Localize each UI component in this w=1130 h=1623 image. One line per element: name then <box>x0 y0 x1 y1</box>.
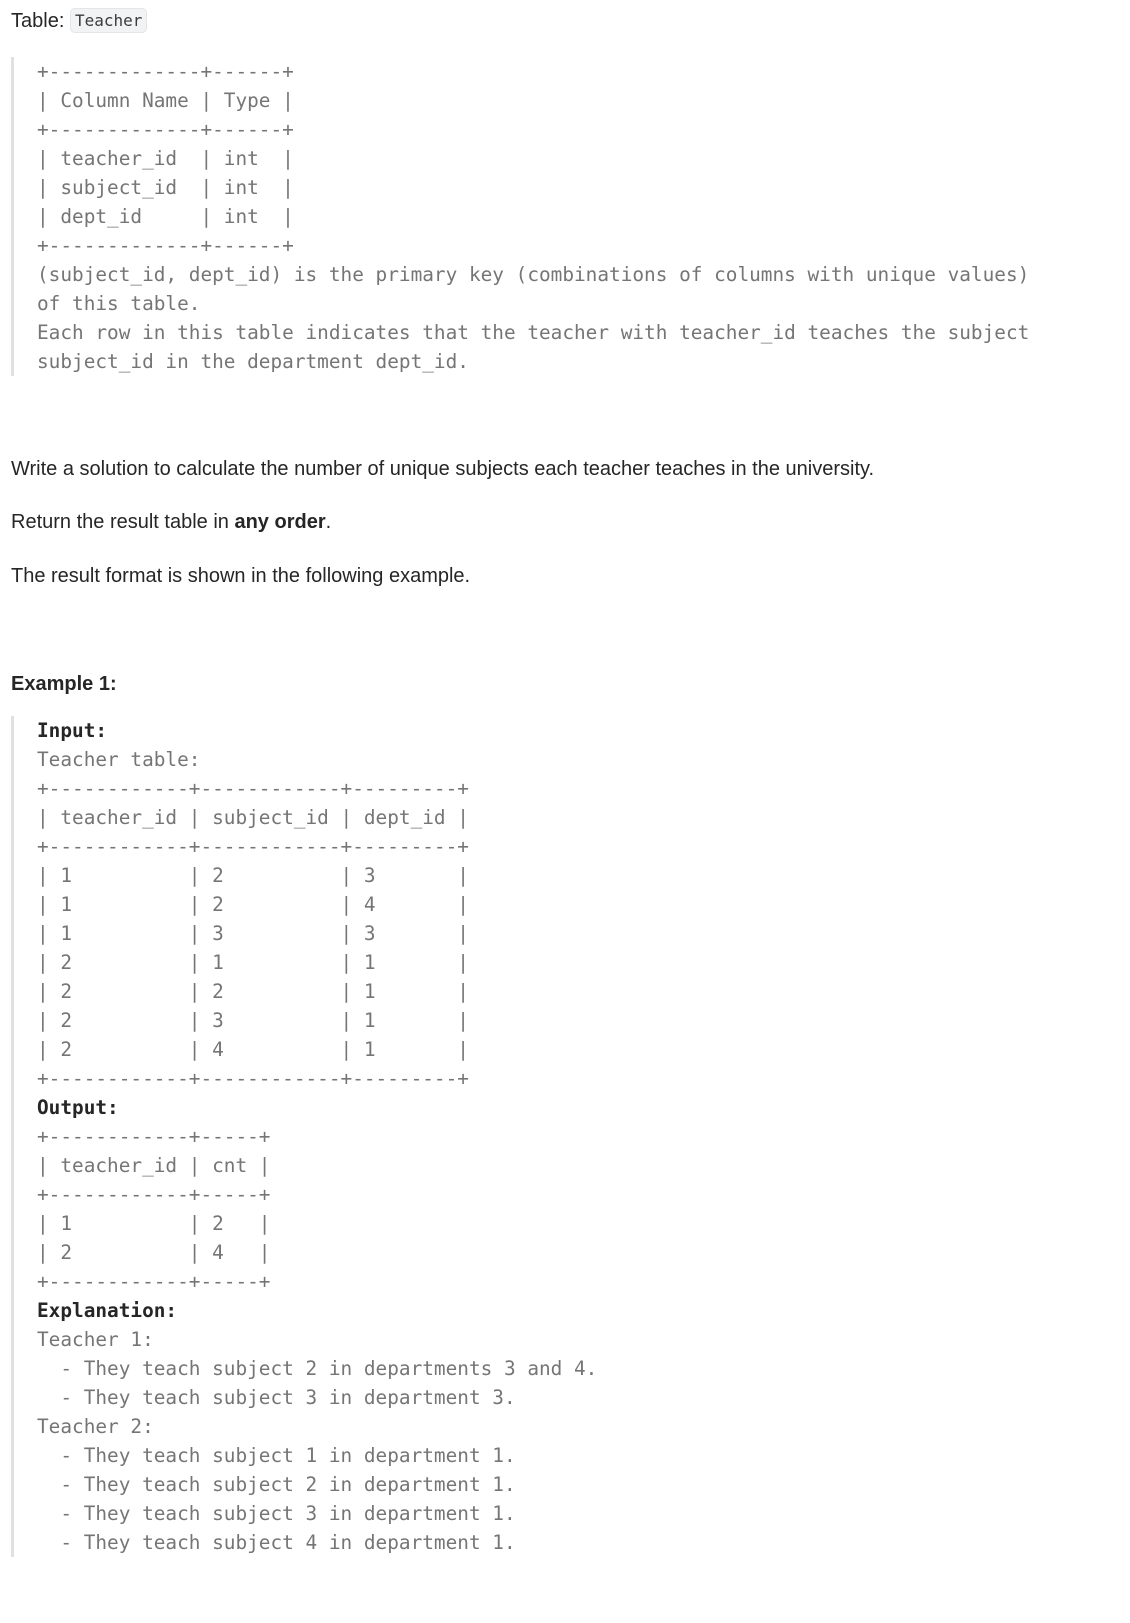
output-label: Output: <box>37 1096 119 1119</box>
explanation-label: Explanation: <box>37 1299 178 1322</box>
output-table: +------------+-----+ | teacher_id | cnt | +------------+-----+ | 1 | 2 | | 2 | 4 | +------------+-----+ <box>37 1125 271 1293</box>
explanation-text: Teacher 1: - They teach subject 2 in departments 3 and 4. - They teach subject 3 in department 3. Teacher 2: - They teach subject 1 in department 1. - They teach subject 2 in department 1. - They teach subject 3 in department 1. - They teach subject 4 in department 1. <box>37 1328 598 1554</box>
order-bold: any order <box>234 511 326 533</box>
schema-lines: +-------------+------+ | Column Name | Type | +-------------+------+ | teacher_id | int | | subject_id | int | | dept_id | int | +-------------+------+ (subject_id, dept_id) is the primary key (combinations of columns with unique values) of this table. Each row in this table indicates that the teacher with teacher_id teaches the subject subject_id in the department dept_id. <box>37 60 1030 373</box>
table-name-code: Teacher <box>70 8 147 33</box>
example-heading: Example 1: <box>11 673 117 695</box>
input-label: Input: <box>37 719 108 742</box>
table-label <box>11 9 147 33</box>
table-label-text: Table: <box>11 10 65 32</box>
order-note <box>11 509 331 535</box>
format-note: The result format is shown in the following example. <box>11 565 471 587</box>
task-description: Write a solution to calculate the number of unique subjects each teacher teaches in the university. <box>11 458 875 480</box>
order-suffix: . <box>325 511 332 533</box>
input-table: Teacher table: +------------+------------+---------+ | teacher_id | subject_id | dept_id | +------------+------------+---------+ | 1 | 2 | 3 | | 1 | 2 | 4 | | 1 | 3 | 3 | | 2 | 1 | 1 | | 2 | 2 | 1 | | 2 | 3 | 1 | | 2 | 4 | 1 | +------------+------------+---------+ <box>37 748 469 1090</box>
order-prefix: Return the result table in <box>11 511 235 533</box>
example-block <box>11 716 597 1557</box>
schema-block <box>11 57 1029 376</box>
